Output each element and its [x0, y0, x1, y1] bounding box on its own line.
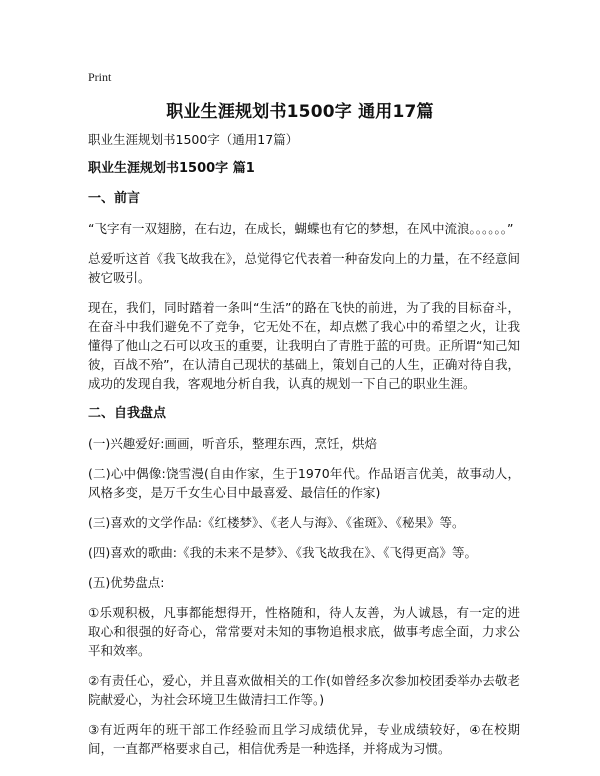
- chapter-heading: 职业生涯规划书1500字 篇1: [88, 161, 255, 176]
- print-label: Print: [88, 70, 112, 84]
- paragraph: ③有近两年的班干部工作经验而且学习成绩优异，专业成绩较好，④在校期间，一直都严格要求自己，相信优秀是一种选择，并将成为习惯。: [88, 722, 520, 756]
- document-body: [88, 130, 520, 769]
- paragraph: ②有责任心，爱心，并且喜欢做相关的工作(如曾经多次参加校团委举办去敬老院献爱心，为社会环境卫生做清扫工作等。): [88, 673, 520, 707]
- paragraph: 总爱听这首《我飞故我在》，总觉得它代表着一种奋发向上的力量，在不经意间被它吸引。: [88, 251, 520, 285]
- paragraph: ①乐观积极，凡事都能想得开，性格随和，待人友善，为人诚恳，有一定的进取心和很强的好奇心，常常要对未知的事物追根求底，做事考虑全面，力求公平和效率。: [88, 605, 520, 658]
- paragraph: (一)兴趣爱好:画画，听音乐，整理东西，烹饪，烘焙: [88, 436, 377, 451]
- document-subtitle: 职业生涯规划书1500字（通用17篇）: [88, 132, 299, 147]
- paragraph: 现在，我们，同时踏着一条叫“生活”的路在飞快的前进，为了我的目标奋斗，在奋斗中我们避免不了竞争，它无处不在，却点燃了我心中的希望之火，让我懂得了他山之石可以攻玉的重要，让我明白了青胜于蓝的可贵。正所谓“知己知彼，百战不殆”，在认清自己现状的基础上，策划自己的人生，正确对待自我，成功的发现自我，客观地分析自我，认真的规划一下自己的职业生涯。: [88, 300, 520, 391]
- section-heading-self-inventory: 二、自我盘点: [88, 406, 167, 421]
- paragraph: (三)喜欢的文学作品:《红楼梦》、《老人与海》、《雀斑》、《秘果》等。: [88, 515, 465, 530]
- paragraph: (五)优势盘点:: [88, 575, 165, 590]
- paragraph: (二)心中偶像:饶雪漫(自由作家，生于1970年代。作品语言优美，故事动人，风格多变，是万千女生心目中最喜爱、最信任的作家): [88, 466, 520, 500]
- document-title: 职业生涯规划书1500字 通用17篇: [166, 102, 434, 122]
- section-heading-preface: 一、前言: [88, 191, 141, 206]
- paragraph: (四)喜欢的歌曲:《我的未来不是梦》、《我飞故我在》、《飞得更高》等。: [88, 545, 477, 560]
- paragraph: “飞字有一双翅膀，在右边，在成长，蝴蝶也有它的梦想，在风中流浪。。。。。。”: [88, 221, 514, 236]
